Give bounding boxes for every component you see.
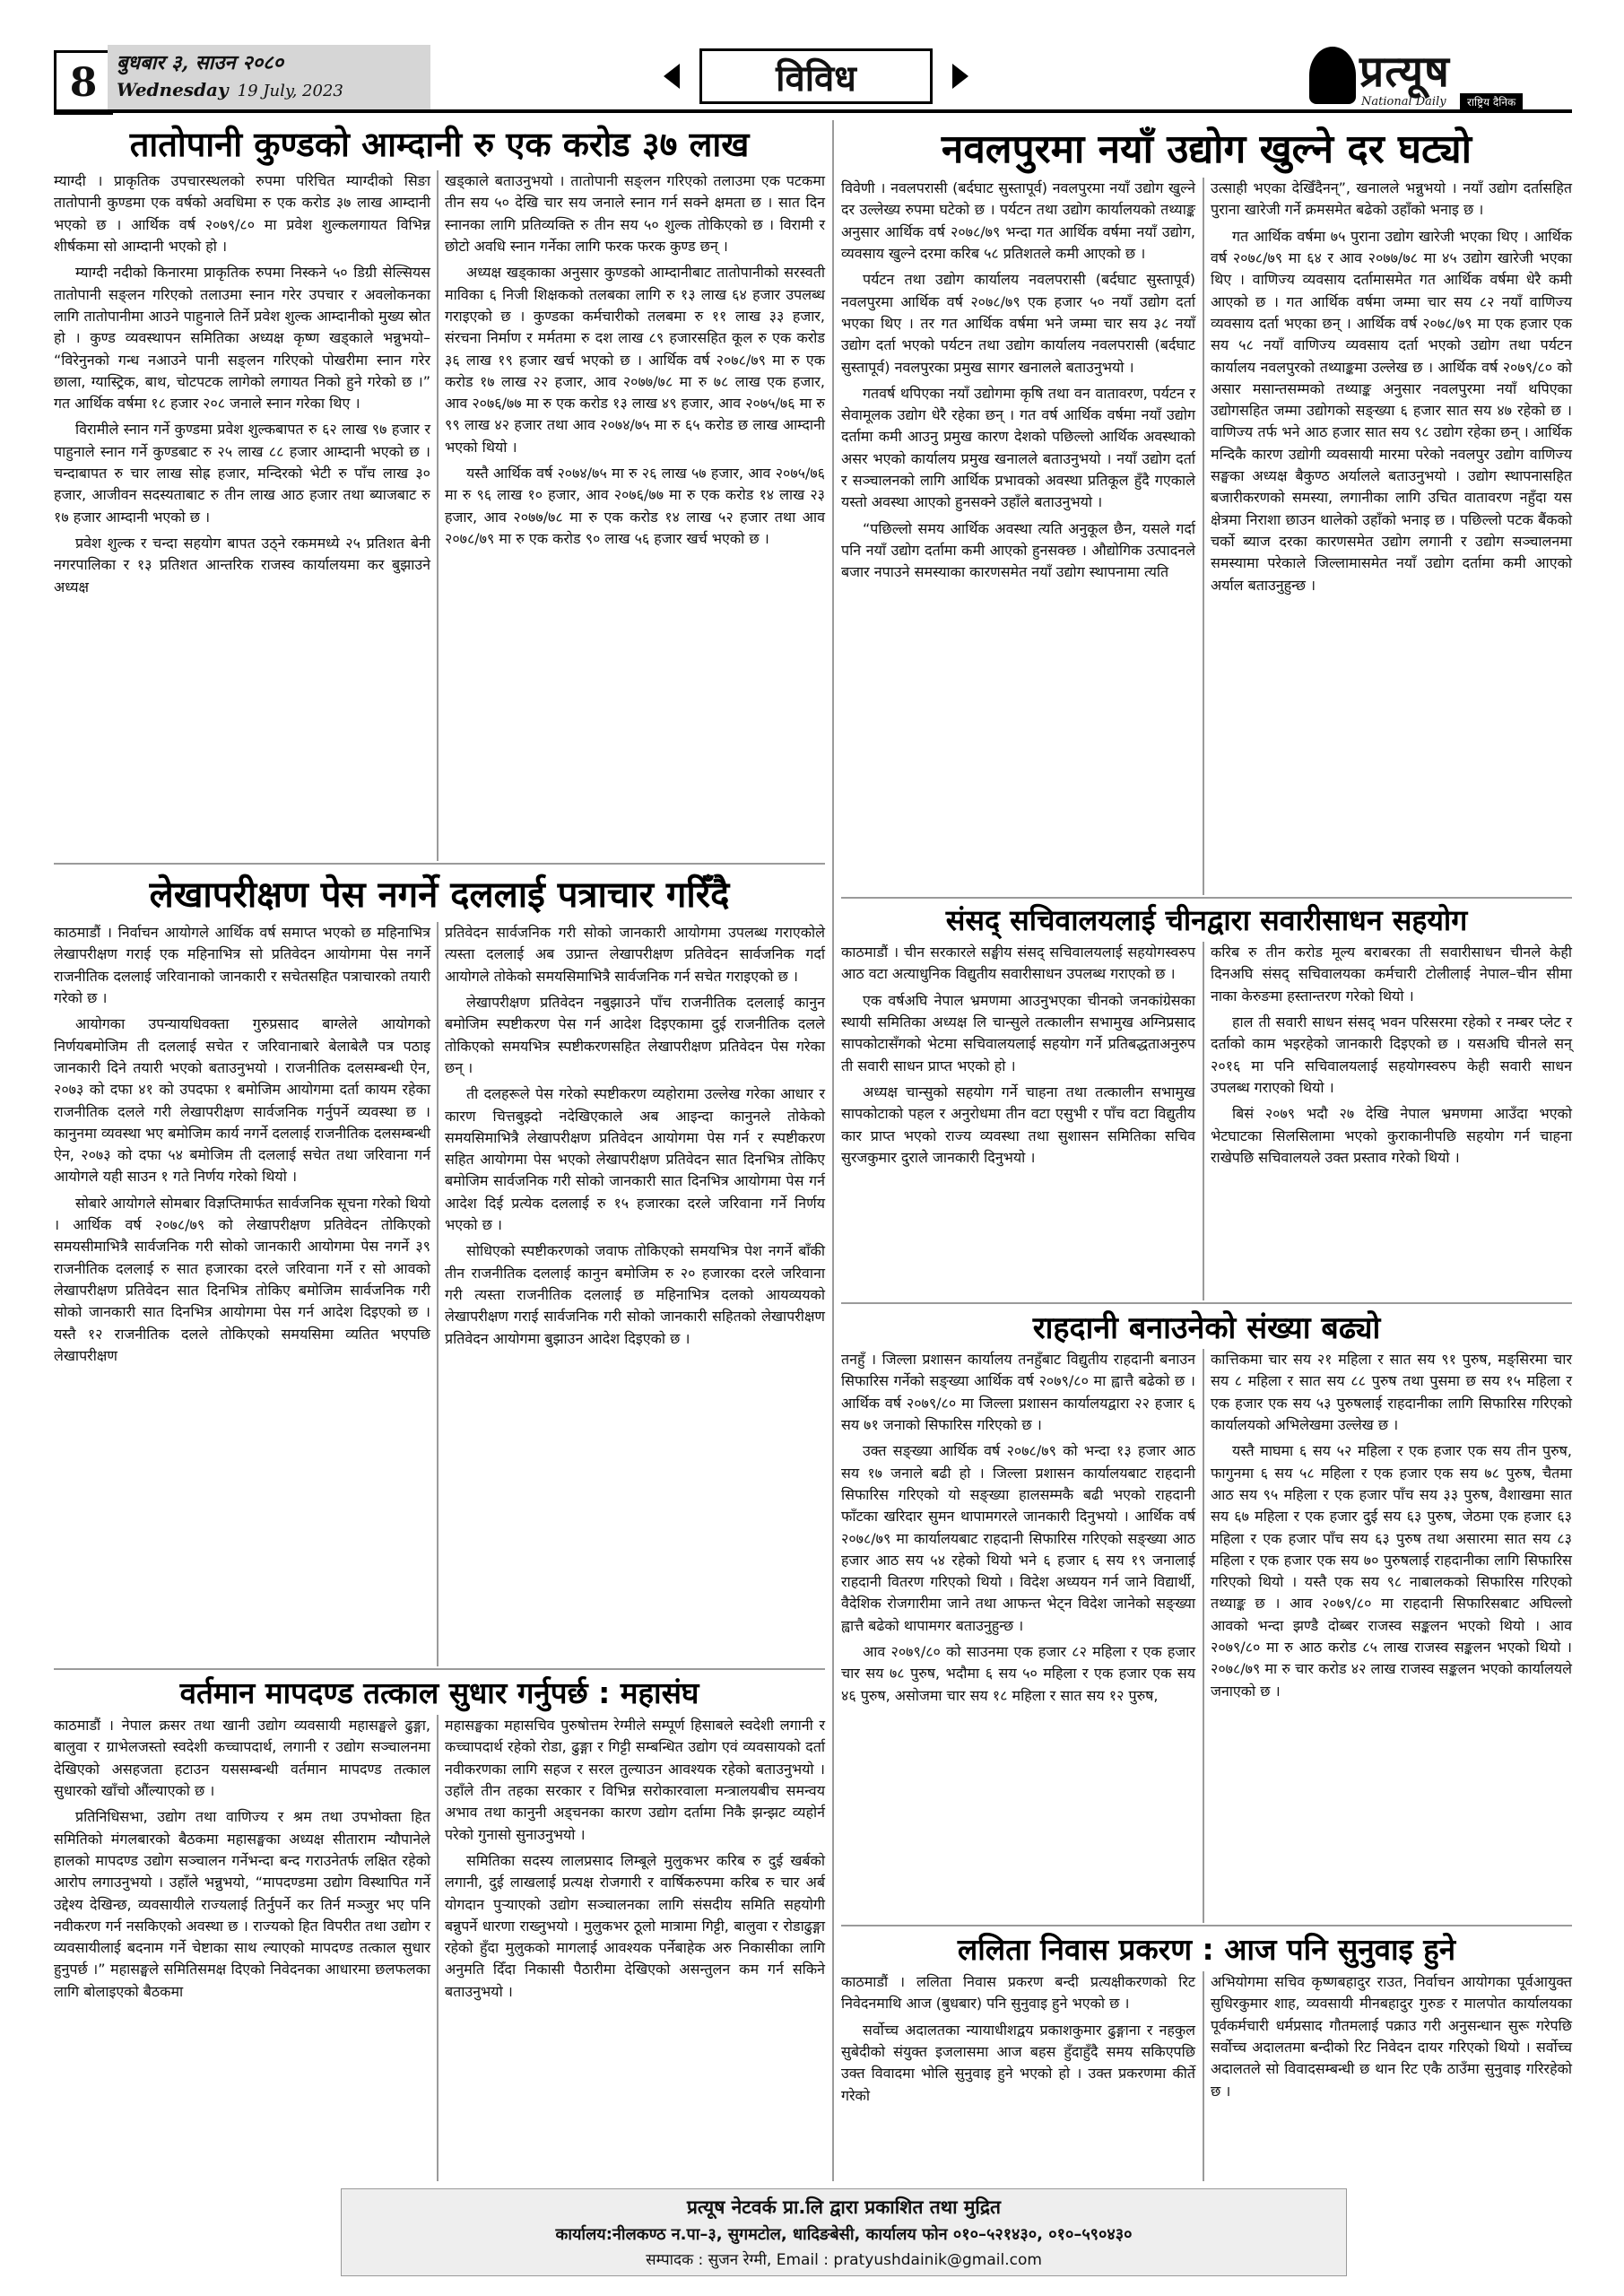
section-banner — [664, 47, 968, 106]
article-tatopani-col2 — [445, 170, 825, 554]
section-divider — [54, 1668, 825, 1670]
article-lalita-col1 — [841, 1971, 1195, 2111]
paragraph: प्रतिवेदन सार्वजनिक गरी सोको जानकारी आयोगमा उपलब्ध गराएकोले त्यस्ता दललाई अब उप्रान्त लेखापरीक्षण प्रतिवेदन सार्वजनिक गर्दा आयोगले तोकेको समयसिमाभित्रै सार्वजनिक गर्न सचेत गराइएको छ । — [445, 924, 825, 985]
paragraph: ती दलहरूले पेस गरेको स्पष्टीकरण व्यहोरामा उल्लेख गरेका आधार र कारण चित्तबुझ्दो नदेखिएकाले अब आइन्दा कानुनले तोकेको समयसिमाभित्रै लेखापरीक्षण प्रतिवेदन आयोगमा पेस गर्न र स्पष्टीकरण सहित आयोगमा पेस भएको लेखापरीक्षण प्रतिवेदन सात दिनभित्र तोकिए बमोजिम सार्वजनिक गरी सोको जानकारी सात दिनभित्र आयोगमा पेस गर्न आदेश दिई प्रत्येक दललाई रु १५ हजारका दरले जरिवाना गर्ने निर्णय भएको छ । — [445, 1085, 825, 1234]
column-divider — [437, 922, 439, 1666]
section-divider — [841, 1302, 1572, 1304]
paragraph: हाल ती सवारी साधन संसद् भवन परिसरमा रहेको र नम्बर प्लेट र दर्ताको काम भइरहेको जानकारी दिइएको छ । यसअघि चीनले सन् २०१६ मा पनि सचिवालयलाई सहयोगस्वरुप केही सवारी साधन उपलब्ध गराएको थियो । — [1211, 1013, 1572, 1096]
paragraph: विरामीले स्नान गर्ने कुण्डमा प्रवेश शुल्कबापत रु ६२ लाख ९७ हजार र पाहुनाले स्नान गर्ने कुण्डबाट रु २५ लाख ८८ हजार आम्दानी भएको छ । चन्दाबापत रु चार लाख सोह्र हजार, मन्दिरको भेटी रु पाँच लाख ३० हजार, आजीवन सदस्यताबाट रु तीन लाख आठ हजार तथा ब्याजबाट रु १७ हजार आम्दानी भएको छ । — [54, 421, 430, 526]
footer-editor-email: सम्पादक : सुजन रेग्मी, Email : pratyushdainik@gmail.com — [646, 2251, 1042, 2269]
column-divider — [1203, 1349, 1204, 1923]
article-nawalpur-col1 — [841, 178, 1195, 588]
paragraph: लेखापरीक्षण प्रतिवेदन नबुझाउने पाँच राजनीतिक दललाई कानुन बमोजिम स्पष्टीकरण पेस गर्न आदेश दिइएकामा दुई राजनीतिक दलले तोकिएको समयभित्र स्पष्टीकरणसहित लेखापरीक्षण प्रतिवेदन पेस गरेका छन् । — [445, 993, 825, 1076]
article-nawalpur-col2 — [1211, 178, 1572, 601]
paragraph: म्याग्दी नदीको किनारमा प्राकृतिक रुपमा निस्कने ५० डिग्री सेल्सियस तातोपानी सङ्लन गरिएको तलाउमा स्नान गरेर उपचार र अवलोकनका लागि तातोपानीमा आउने पाहुनाले तिर्ने प्रवेश शुल्क आम्दानीको मुख्य स्रोत हो । कुण्ड व्यवस्थापन समितिका अध्यक्ष कृष्ण खड्काले भन्नुभयो– “विरेनुनको गन्ध नआउने पानी सङ्लन गरिएको पोखरीमा स्नान गरेर छाला, ग्यास्ट्रिक, बाथ, चोटपटक लागेको लगायत निको हुने गरेको छ ।” गत आर्थिक वर्षमा १८ हजार २०८ जनाले स्नान गरेका थिए । — [54, 264, 430, 413]
paragraph: उत्साही भएका देखिँदैनन्”, खनालले भन्नुभयो । नयाँ उद्योग दर्तासहित पुराना खारेजी गर्ने क्रमसमेत बढेको उहाँको भनाइ छ । — [1211, 179, 1572, 219]
paragraph: अभियोगमा सचिव कृष्णबहादुर राउत, निर्वाचन आयोगका पूर्वआयुक्त सुधिरकुमार शाह, व्यवसायी मीनबहादुर गुरुङ र मालपोत कार्यालयका पूर्वकर्मचारी धर्मप्रसाद गौतमलाई पक्राउ गरी अनुसन्धान सुरू गरेपछि सर्वोच्च अदालतमा बन्दीको रिट निवेदन दायर गरिएको थियो । सर्वोच्च अदालतले सो विवादसम्बन्धी छ थान रिट एकै ठाउँमा सुनुवाइ गरिरहेको छ । — [1211, 1973, 1572, 2100]
paragraph: काठमाडौं । नेपाल क्रसर तथा खानी उद्योग व्यवसायी महासङ्घले ढुङ्गा, बालुवा र ग्राभेलजस्तो स्वदेशी कच्चापदार्थ, लगानी र उद्योग सञ्चालनमा देखिएको असहजता हटाउन यससम्बन्धी वर्तमान मापदण्ड तत्काल सुधारको खाँचो औंल्याएको छ । — [54, 1717, 430, 1799]
paragraph: पर्यटन तथा उद्योग कार्यालय नवलपरासी (बर्दघाट सुस्तापूर्व) नवलपुरमा आर्थिक वर्ष २०७८/७९ एक हजार ५० नयाँ उद्योग दर्ता भएका थिए । तर गत आर्थिक वर्षमा भने जम्मा चार सय ३८ नयाँ उद्योग दर्ता भएको पर्यटन तथा उद्योग कार्यालय नवलपरासी (बर्दघाट सुस्तापूर्व) नवलपुरका प्रमुख सागर खनालले बताउनुभयो । — [841, 271, 1195, 376]
date-english-line — [117, 79, 421, 100]
article-sansad-col1 — [841, 942, 1195, 1173]
headline-rahadani: राहदानी बनाउनेको संख्या बढ्यो — [1032, 1310, 1381, 1346]
section-title: विविध — [699, 48, 933, 104]
article-lekhapariksan-col2 — [445, 922, 825, 1354]
header-rule — [54, 109, 1572, 113]
paragraph: अध्यक्ष खड्काका अनुसार कुण्डको आम्दानीबाट तातोपानीको सरस्वती माविका ६ निजी शिक्षकको तलबका लागि रु १३ लाख ६४ हजार उपलब्ध गराइएको छ । कुण्डका कर्मचारीको तलबमा रु ११ लाख ३३ हजार, संरचना निर्माण र मर्मतमा रु दश लाख ८९ हजारसहित कूल रु एक करोड ३६ लाख १९ हजार खर्च भएको छ । आर्थिक वर्ष २०७८/७९ मा रु एक करोड १७ लाख २२ हजार, आव २०७७/७८ मा रु ७८ लाख एक हजार, आव २०७६/७७ मा रु एक करोड १३ लाख ४९ हजार, आव २०७५/७६ मा रु ९९ लाख ४२ हजार तथा आव २०७४/७५ मा रु ६५ करोड छ लाख आम्दानी भएको थियो । — [445, 264, 825, 456]
center-divider — [832, 120, 834, 2181]
day-english: Wednesday — [117, 79, 229, 100]
paragraph: प्रवेश शुल्क र चन्दा सहयोग बापत उठ्ने रकममध्ये २५ प्रतिशत बेनी नगरपालिका र १३ प्रतिशत आन्तरिक राजस्व कार्यालयमा कर बुझाउने अध्यक्ष — [54, 535, 430, 596]
article-mapdanda-col1 — [54, 1715, 430, 2007]
paragraph: गतवर्ष थपिएका नयाँ उद्योगमा कृषि तथा वन वातावरण, पर्यटन र सेवामूलक उद्योग धेरै रहेका छन् । गत वर्ष आर्थिक वर्षमा नयाँ उद्योग दर्तामा कमी आउनु प्रमुख कारण देशको पछिल्लो आर्थिक अवस्थाको असर भएको कार्यालय प्रमुख खनालले बताउनुभयो । नयाँ उद्योग दर्ता र सञ्चालनको लागि आर्थिक प्रभावको अवस्था प्रतिकूल हुँदै गएकाले यस्तो अवस्था आएको हुनसक्ने उहाँले बताउनुभयो । — [841, 384, 1195, 511]
article-tatopani-col1 — [54, 170, 430, 603]
headline-tatopani: तातोपानी कुण्डको आम्दानी रु एक करोड ३७ लाख — [129, 125, 750, 164]
column-divider — [1203, 942, 1204, 1300]
paragraph: खड्काले बताउनुभयो । तातोपानी सङ्लन गरिएको तलाउमा एक पटकमा तीन सय ५० देखि चार सय जनाले स्नान गर्न सक्ने क्षमता छ । सात दिन स्नानका लागि प्रतिव्यक्ति रु तीन सय ५० शुल्क तोकिएको छ । विरामी र छोटो अवधि स्नान गर्नेका लागि फरक फरक कुण्ड छन् । — [445, 172, 825, 255]
paragraph: काठमाडौं । निर्वाचन आयोगले आर्थिक वर्ष समाप्त भएको छ महिनाभित्र लेखापरीक्षण गराई एक महिनाभित्र सो प्रतिवेदन आयोगमा पेस नगर्ने राजनीतिक दललाई जरिवानाको जानकारी र सचेतसहित पत्राचारको तयारी गरेको छ । — [54, 924, 430, 1006]
paragraph: यस्तै माघमा ६ सय ५२ महिला र एक हजार एक सय तीन पुरुष, फागुनमा ६ सय ५८ महिला र एक हजार एक सय ७८ पुरुष, चैतमा आठ सय ९५ महिला र एक हजार पाँच सय ३३ पुरुष, वैशाखमा सात सय ६७ महिला र एक हजार दुई सय ६३ पुरुष, जेठमा एक हजार ६३ महिला र एक हजार पाँच सय ६३ पुरुष तथा असारमा सात सय ८३ महिला र एक हजार एक सय ७० पुरुषलाई राहदानीका लागि सिफारिस गरिएको थियो । यस्तै एक सय ९८ नाबालकको सिफारिस गरिएको तथ्याङ्क छ । आव २०७९/८० मा राहदानी सिफारिसबाट अघिल्लो आवको भन्दा झण्डै दोब्बर राजस्व सङ्कलन भएको थियो । आव २०७९/८० मा रु आठ करोड ८५ लाख राजस्व सङ्कलन भएको थियो । २०७८/७९ मा रु चार करोड ४२ लाख राजस्व सङ्कलन भएको कार्यालयले जनाएको छ । — [1211, 1442, 1572, 1700]
logo-name: प्रत्यूष — [1359, 47, 1450, 97]
paragraph: उक्त सङ्ख्या आर्थिक वर्ष २०७८/७९ को भन्दा १३ हजार आठ सय १७ जनाले बढी हो । जिल्ला प्रशासन कार्यालयबाट राहदानी सिफारिस गरिएको यो सङ्ख्या हालसम्मकै बढी भएको राहदानी फाँटका खरिदार सुमन थापामगरले जानकारी दिनुभयो । आर्थिक वर्ष २०७८/७९ मा कार्यालयबाट राहदानी सिफारिस गरिएको सङ्ख्या आठ हजार आठ सय ५४ रहेको थियो भने ६ हजार ६ सय १९ जनालाई राहदानी वितरण गरिएको थियो । विदेश अध्ययन गर्न जाने विद्यार्थी, वैदेशिक रोजगारीमा जाने तथा आफन्त भेट्न विदेश जानेको सङ्ख्या ह्वात्तै बढेको थापामगर बताउनुहुन्छ । — [841, 1442, 1195, 1634]
section-divider — [841, 897, 1572, 899]
paragraph: आव २०७९/८० को साउनमा एक हजार ८२ महिला र एक हजार चार सय ७८ पुरुष, भदौमा ६ सय ५० महिला र एक हजार एक सय ४६ पुरुष, असोजमा चार सय १८ महिला र सात सय १२ पुरुष, — [841, 1643, 1195, 1704]
paragraph: महासङ्घका महासचिव पुरुषोत्तम रेग्मीले सम्पूर्ण हिसाबले स्वदेशी लगानी र कच्चापदार्थ रहेको रोडा, ढुङ्गा र गिट्टी सम्बन्धित उद्योग एवं व्यवसायको दर्ता नवीकरणका लागि सहज र सरल तुल्याउन आवश्यक रहेको बताउनुभयो । उहाँले तीन तहका सरकार र विभिन्न सरोकारवाला मन्त्रालयबीच समन्वय अभाव तथा कानुनी अड्चनका कारण उद्योग दर्तामा निकै झन्झट व्यहोर्न परेको गुनासो सुनाउनुभयो । — [445, 1717, 825, 1843]
paragraph: म्याग्दी । प्राकृतिक उपचारस्थलको रुपमा परिचित म्याग्दीको सिङा तातोपानी कुण्डमा एक वर्षको अवधिमा रु एक करोड ३७ लाख आम्दानी भएको छ । आर्थिक वर्ष २०७९/८० मा प्रवेश शुल्कलगायत विभिन्न शीर्षकमा सो आम्दानी भएको हो । — [54, 172, 430, 255]
paragraph: “पछिल्लो समय आर्थिक अवस्था त्यति अनुकूल छैन, यसले गर्दा पनि नयाँ उद्योग दर्तामा कमी आएको हुनसक्छ । औद्योगिक उत्पादनले बजार नपाउने समस्याका कारणसमेत नयाँ उद्योग स्थापनामा त्यति — [841, 519, 1195, 581]
paragraph: प्रतिनिधिसभा, उद्योग तथा वाणिज्य र श्रम तथा उपभोक्ता हित समितिको मंगलबारको बैठकमा महासङ्घका अध्यक्ष सीताराम न्यौपानेले हालको मापदण्ड उद्योग सञ्चालन गर्नेभन्दा बन्द गराउनेतर्फ लक्षित रहेको आरोप लगाउनुभयो । उहाँले भन्नुभयो, “मापदण्डमा उद्योग विस्थापित गर्ने उद्देश्य देखिन्छ, व्यवसायीले राज्यलाई तिर्नुपर्ने कर तिर्न मञ्जुर भए पनि नवीकरण गर्न नसकिएको अवस्था छ । राज्यको हित विपरीत तथा उद्योग र व्यवसायीलाई बदनाम गर्ने चेष्टाका साथ ल्याएको मापदण्ड तत्काल सुधार हुनुपर्छ ।” महासङ्घले समितिसमक्ष दिएको निवेदनका आधारमा छलफलका लागि बोलाइएको बैठकमा — [54, 1808, 430, 2000]
paragraph: यस्तै आर्थिक वर्ष २०७४/७५ मा रु २६ लाख ५७ हजार, आव २०७५/७६ मा रु ९६ लाख १० हजार, आव २०७६/७७ मा रु एक करोड १४ लाख २३ हजार, आव २०७७/७८ मा रु एक करोड १४ लाख ५२ हजार तथा आव २०७८/७९ मा रु एक करोड ९० लाख ५६ हजार खर्च भएको छ । — [445, 465, 825, 547]
date-english: 19 July, 2023 — [237, 82, 343, 100]
article-lalita-col2 — [1211, 1971, 1572, 2107]
paragraph: सोधिएको स्पष्टीकरणको जवाफ तोकिएको समयभित्र पेश नगर्ने बाँकी तीन राजनीतिक दललाई कानुन बमोजिम रु २० हजारका दरले जरिवाना गरी त्यस्ता राजनीतिक दललाई छ महिनाभित्र दलको आयव्ययको लेखापरीक्षण गराई सार्वजनिक गरी सोको जानकारी सहितको लेखापरीक्षण प्रतिवेदन आयोगमा बुझाउन आदेश दिइएको छ । — [445, 1242, 825, 1347]
paragraph: एक वर्षअघि नेपाल भ्रमणमा आउनुभएका चीनको जनकांग्रेसका स्थायी समितिका अध्यक्ष लि चान्सुले तत्कालीन सभामुख अग्निप्रसाद सापकोटासँगको भेटमा सचिवालयलाई सहयोग गर्ने प्रतिबद्धताअनुरुप ती सवारी साधन प्राप्त भएको हो । — [841, 991, 1195, 1074]
paragraph: समितिका सदस्य लालप्रसाद लिम्बूले मुलुकभर करिब रु दुई खर्बको लगानी, दुई लाखलाई प्रत्यक्ष रोजगारी र वार्षिकरुपमा करिब रु चार अर्ब योगदान पुऱ्याएको उद्योग सञ्चालनका लागि संसदीय समिति सहयोगी बन्नुपर्ने धारणा राख्नुभयो । मुलुकभर ठूलो मात्रामा गिट्टी, बालुवा र रोडाढुङ्गा रहेको हुँदा मुलुकको मागलाई आवश्यक पर्नेबाहेक अरु निकासीका लागि अनुमति दिँदा निकासी पैठारीमा देखिएको असन्तुलन कम गर्न सकिने बताउनुभयो । — [445, 1851, 825, 2000]
headline-lekhapariksan: लेखापरीक्षण पेस नगर्ने दललाई पत्राचार गरिँदै — [149, 874, 730, 916]
article-mapdanda-col2 — [445, 1715, 825, 2007]
logo-emblem-icon — [1309, 47, 1356, 104]
paragraph: आयोगका उपन्यायधिवक्ता गुरुप्रसाद बाग्लेले आयोगको निर्णयबमोजिम ती दललाई सचेत र जरिवानाबारे बेलाबेलै पत्र पठाइ जानकारी दिने तयारी भएको बताउनुभयो । राजनीतिक दलसम्बन्धी ऐन, २०७३ को दफा ४१ को उपदफा १ बमोजिम आयोगमा दर्ता कायम रहेका राजनीतिक दलले गरी लेखापरीक्षण सार्वजनिक गर्नुपर्ने व्यवस्था छ । कानुनमा व्यवस्था भए बमोजिम कार्य नगर्ने दललाई राजनीतिक दलसम्बन्धी ऐन, २०७३ को दफा ५४ बमोजिम ती दललाई सचेत तथा जरिवाना गर्न आयोगले यही साउन १ गते निर्णय गरेको थियो । — [54, 1015, 430, 1186]
paragraph: करिब रु तीन करोड मूल्य बराबरका ती सवारीसाधन चीनले केही दिनअघि संसद् सचिवालयका कर्मचारी टोलीलाई नेपाल–चीन सीमा नाका केरुङमा हस्तान्तरण गरेको थियो । — [1211, 944, 1572, 1004]
section-divider — [841, 1925, 1572, 1926]
paragraph: सर्वोच्च अदालतका न्यायाधीशद्वय प्रकाशकुमार ढुङ्गाना र नहकुल सुबेदीको संयुक्त इजलासमा आज बहस हुँदाहुँदै समय सकिएपछि उक्त विवादमा भोलि सुनुवाइ हुने भएको हो । उक्त प्रकरणमा कीर्ते गरेको — [841, 2021, 1195, 2104]
footer-address: कार्यालय:नीलकण्ठ न.पा–३, सुगमटोल, धादिङबेसी, कार्यालय फोन ०१०–५२१४३०, ०१०–५९०४३० — [555, 2225, 1133, 2244]
column-divider — [1203, 1971, 1204, 2181]
paragraph: विवेणी । नवलपरासी (बर्दघाट सुस्तापूर्व) नवलपुरमा नयाँ उद्योग खुल्ने दर उल्लेख्य रुपमा घटेको छ । पर्यटन तथा उद्योग कार्यालयको तथ्याङ्क अनुसार आर्थिक वर्ष २०७८/७९ भन्दा गत आर्थिक वर्षमा नयाँ उद्योग, व्यवसाय खुल्ने दरमा करिब ५८ प्रतिशतले कमी आएको छ । — [841, 179, 1195, 262]
article-rahadani-col2 — [1211, 1349, 1572, 1707]
paragraph: अध्यक्ष चान्सुको सहयोग गर्ने चाहना तथा तत्कालीन सभामुख सापकोटाको पहल र अनुरोधमा तीन वटा एसुभी र पाँच वटा विद्युतीय कार प्राप्त भएको राज्य व्यवस्था तथा सुशासन समितिका सचिव सुरजकुमार दुरालेे जानकारी दिनुभयो । — [841, 1083, 1195, 1166]
paragraph: तनहुँ । जिल्ला प्रशासन कार्यालय तनहुँबाट विद्युतीय राहदानी बनाउन सिफारिस गर्नेको सङ्ख्या आर्थिक वर्ष २०७९/८० मा ह्वात्तै बढेको छ । आर्थिक वर्ष २०७९/८० मा जिल्ला प्रशासन कार्यालयद्वारा २२ हजार ६ सय ७१ जनाको सिफारिस गरिएको छ । — [841, 1351, 1195, 1433]
masthead-logo — [1309, 43, 1569, 113]
article-rahadani-col1 — [841, 1349, 1195, 1711]
logo-tag-english: National Daily — [1361, 95, 1446, 109]
logo-tag-nepali: राष्ट्रिय दैनिक — [1460, 93, 1523, 110]
column-divider — [437, 1715, 439, 2181]
paragraph: गत आर्थिक वर्षमा ७५ पुराना उद्योग खारेजी भएका थिए । आर्थिक वर्ष २०७८/७९ मा ६४ र आव २०७७/७८ मा ४५ उद्योग खारेजी भएका थिए । वाणिज्य व्यवसाय दर्तामासमेत गत आर्थिक वर्षमा धेरै कमी आएको छ । गत आर्थिक वर्षमा जम्मा चार सय ८२ नयाँ वाणिज्य व्यवसाय दर्ता भएका छन् । आर्थिक वर्ष २०७८/७९ मा एक हजार एक सय ५८ नयाँ वाणिज्य व्यवसाय दर्ता भएको उद्योग तथा पर्यटन कार्यालय नवलपुरको तथ्याङ्कमा उल्लेख छ । आर्थिक वर्ष २०७९/८० को असार मसान्तसम्मको तथ्याङ्क अनुसार नवलपुरमा नयाँ थपिएका उद्योगसहित जम्मा उद्योगको सङ्ख्या ६ हजार सात सय ४७ रहेको छ । वाणिज्य तर्फ भने आठ हजार सात सय ९८ उद्योग रहेका छन् । आर्थिक मन्दिकै कारण उद्योगी व्यवसायी मारमा परेको नवलपुर उद्योग वाणिज्य सङ्घका अध्यक्ष बैकुण्ठ अर्यालले बताउनुभयो । उद्योग स्थापनासहित बजारीकरणको समस्या, लगानीका लागि उचित वातावरण नहुँदा यस क्षेत्रमा निराशा छाउन थालेको उहाँको भनाइ छ । पछिल्लो पटक बैंकको चर्को ब्याज दरका कारणसमेत उद्योग लगानी र उद्योग सञ्चालनमा समस्यामा परेकाले जिल्लामासमेत नयाँ उद्योग दर्तामा कमी आएको अर्याल बताउनुहुन्छ । — [1211, 227, 1572, 594]
article-sansad-col2 — [1211, 942, 1572, 1173]
imprint-footer — [341, 2188, 1347, 2276]
headline-lalita: ललिता निवास प्रकरण : आज पनि सुनुवाइ हुने — [957, 1932, 1456, 1967]
paragraph: काठमाडौं । ललिता निवास प्रकरण बन्दी प्रत्यक्षीकरणको रिट निवेदनमाथि आज (बुधबार) पनि सुनुवाइ हुने भएको छ । — [841, 1973, 1195, 2013]
paragraph: कात्तिकमा चार सय २१ महिला र सात सय ९१ पुरुष, मङ्सिरमा चार सय ८ महिला र सात सय ८८ पुरुष तथा पुसमा छ सय १५ महिला र एक हजार एक सय ५३ पुरुषलाई राहदानीका लागि सिफारिस गरिएको कार्यालयको अभिलेखमा उल्लेख छ । — [1211, 1351, 1572, 1433]
headline-sansad: संसद् सचिवालयलाई चीनद्वारा सवारीसाधन सहयोग — [945, 903, 1468, 937]
column-divider — [437, 170, 439, 861]
arrow-right-icon — [952, 64, 968, 89]
article-lekhapariksan-col1 — [54, 922, 430, 1371]
footer-publisher: प्रत्यूष नेटवर्क प्रा.लि द्वारा प्रकाशित तथा मुद्रित — [686, 2196, 1001, 2218]
page-number: 8 — [54, 50, 113, 115]
paragraph: सोबारे आयोगले सोमबार विज्ञप्तिमार्फत सार्वजनिक सूचना गरेको थियो । आर्थिक वर्ष २०७८/७९ को लेखापरीक्षण प्रतिवेदन तोकिएको समयसीमाभित्रै सार्वजनिक गरी सोको जानकारी आयोगमा पेस नगर्ने ३९ राजनीतिक दललाई रु सात हजारका दरले जरिवाना गर्ने र सो आवको लेखापरीक्षण प्रतिवेदन सात दिनभित्र तोकिए बमोजिम सार्वजनिक गरी सोको जानकारी सात दिनभित्र आयोगमा पेस गर्न आदेश दिइएको छ । यस्तै १२ राजनीतिक दलले तोकिएको समयसिमा व्यतित भएपछि लेखापरीक्षण — [54, 1194, 430, 1364]
arrow-left-icon — [664, 64, 680, 89]
date-box — [108, 45, 430, 109]
paragraph: बिसं २०७९ भदौ २७ देखि नेपाल भ्रमणमा आउँदा भएको भेटघाटका सिलसिलामा भएको कुराकानीपछि सहयोग गर्न चाहना राखेपछि सचिवालयले उक्त प्रस्ताव गरेको थियो । — [1211, 1105, 1572, 1166]
headline-mapdanda: वर्तमान मापदण्ड तत्काल सुधार गर्नुपर्छ : महासंघ — [179, 1675, 699, 1710]
headline-nawalpur: नवलपुरमा नयाँ उद्योग खुल्ने दर घट्यो — [941, 126, 1472, 172]
paragraph: काठमाडौं । चीन सरकारले सङ्घीय संसद् सचिवालयलाई सहयोगस्वरुप आठ वटा अत्याधुनिक विद्युतीय सवारीसाधन उपलब्ध गराएको छ । — [841, 944, 1195, 983]
column-divider — [1203, 178, 1204, 895]
section-divider — [54, 863, 825, 865]
date-nepali: बुधबार ३, साउन २०८० — [117, 51, 284, 74]
